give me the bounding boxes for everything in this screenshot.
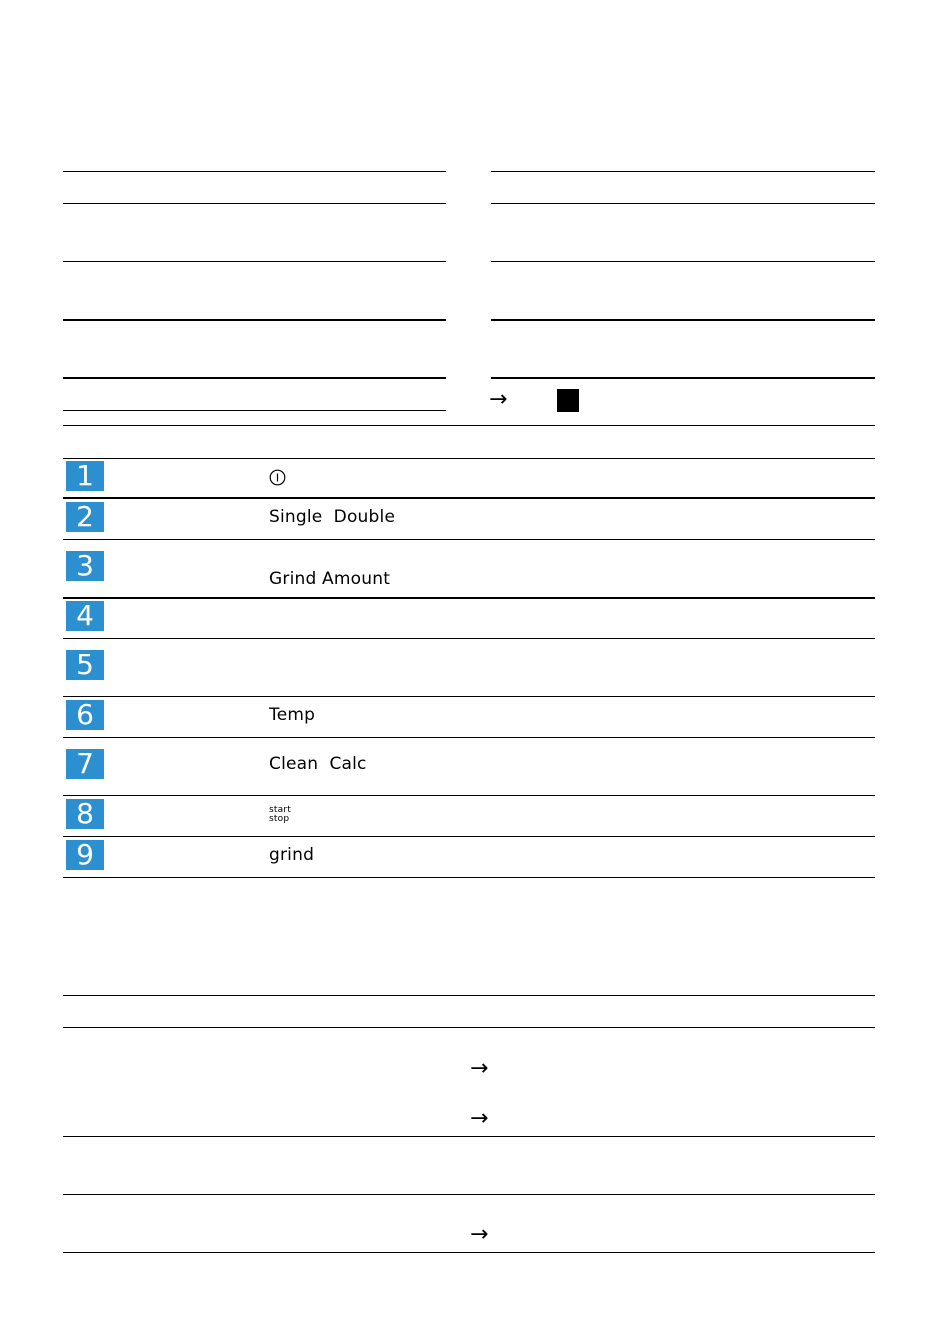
table-rule xyxy=(63,877,875,878)
control-number-badge: 4 xyxy=(66,601,104,631)
control-number-badge: 7 xyxy=(66,749,104,779)
control-label: Single Double xyxy=(269,507,396,527)
control-number-badge: 6 xyxy=(66,700,104,730)
table-rule xyxy=(63,1136,875,1137)
control-label: grind xyxy=(269,845,315,865)
table-rule xyxy=(63,638,875,639)
arrow-icon: → xyxy=(489,387,508,412)
table-rule xyxy=(63,425,875,426)
top-right-rule xyxy=(491,171,875,172)
control-label: Clean Calc xyxy=(269,754,367,774)
table-rule xyxy=(63,737,875,738)
control-number-badge: 9 xyxy=(66,840,104,870)
stop-square-icon xyxy=(557,389,579,412)
table-rule xyxy=(63,1252,875,1253)
table-rule xyxy=(63,696,875,697)
control-number-badge: 8 xyxy=(66,799,104,829)
control-label-stop: stop xyxy=(269,814,290,824)
top-right-rule xyxy=(491,377,875,379)
control-number-badge: 2 xyxy=(66,502,104,532)
arrow-icon: → xyxy=(470,1056,489,1081)
arrow-icon: → xyxy=(470,1222,489,1247)
control-number-badge: 3 xyxy=(66,551,104,581)
control-number-badge: 5 xyxy=(66,650,104,680)
top-left-rule xyxy=(63,319,446,321)
top-left-rule xyxy=(63,203,446,204)
top-left-rule xyxy=(63,377,446,379)
top-right-rule xyxy=(491,261,875,262)
table-rule xyxy=(63,1027,875,1028)
top-left-rule xyxy=(63,261,446,262)
top-left-rule xyxy=(63,171,446,172)
top-left-rule xyxy=(63,410,446,411)
table-rule xyxy=(63,597,875,599)
table-rule xyxy=(63,458,875,459)
table-rule xyxy=(63,1194,875,1195)
table-rule xyxy=(63,795,875,796)
power-icon xyxy=(269,469,286,486)
control-label: Grind Amount xyxy=(269,569,391,589)
control-label-start: start xyxy=(269,805,291,815)
table-rule xyxy=(63,539,875,540)
control-number-badge: 1 xyxy=(66,461,104,491)
top-right-rule xyxy=(491,203,875,204)
table-rule xyxy=(63,836,875,837)
control-label: Temp xyxy=(269,705,316,725)
arrow-icon: → xyxy=(470,1106,489,1131)
top-right-rule xyxy=(491,319,875,321)
table-rule xyxy=(63,995,875,996)
table-rule xyxy=(63,497,875,499)
